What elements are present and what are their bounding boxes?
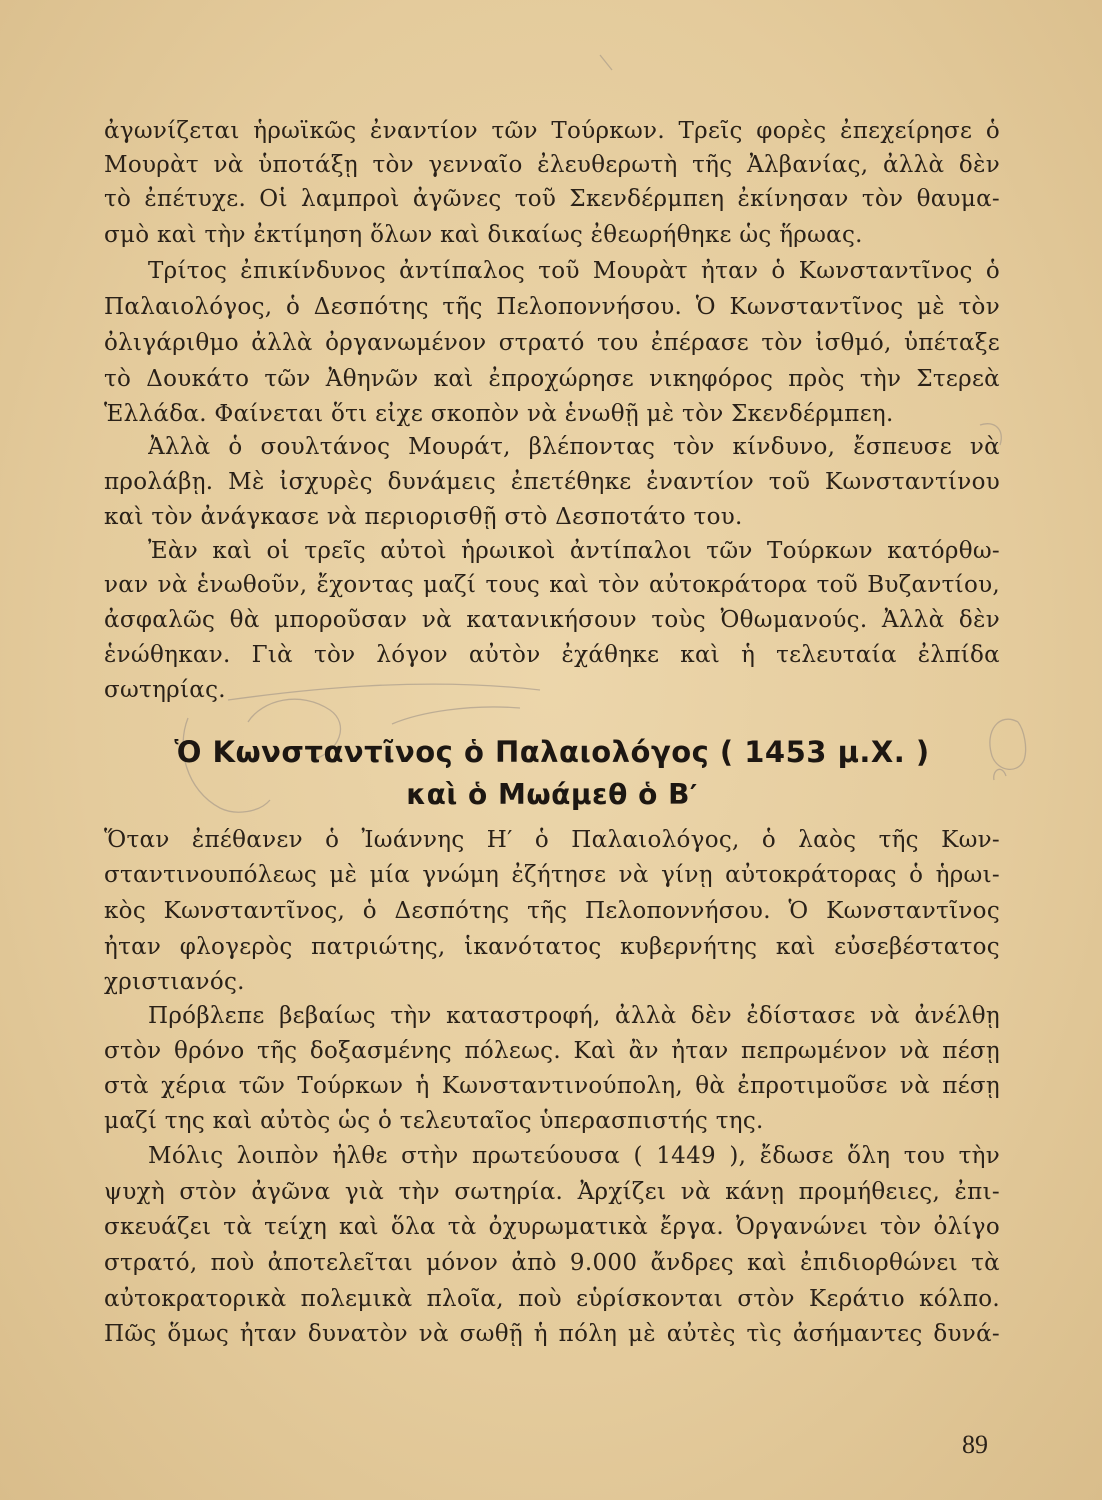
text-line: Μουρὰτ νὰ ὑποτάξῃ τὸν γενναῖο ἐλευθερωτὴ τῆς Ἀλβανίας, ἀλλὰ δὲν bbox=[104, 152, 1000, 178]
text-line: ἑνώθηκαν. Γιὰ τὸν λόγον αὐτὸν ἐχάθηκε καὶ ἡ τελευταία ἐλπίδα bbox=[104, 642, 1000, 668]
page-number: 89 bbox=[962, 1430, 988, 1459]
text-line: ψυχὴ στὸν ἀγῶνα γιὰ τὴν σωτηρία. Ἀρχίζει νὰ κάνῃ προμήθειες, ἐπι- bbox=[104, 1179, 1000, 1205]
text-line: μαζί της καὶ αὐτὸς ὡς ὁ τελευταῖος ὑπερασπιστής της. bbox=[104, 1108, 764, 1134]
text-line: Ἀλλὰ ὁ σουλτάνος Μουράτ, βλέποντας τὸν κίνδυνο, ἔσπευσε νὰ bbox=[148, 434, 1000, 460]
text-line: στρατό, ποὺ ἀποτελεῖται μόνον ἀπὸ 9.000 ἄνδρες καὶ ἐπιδιορθώνει τὰ bbox=[104, 1250, 1000, 1276]
text-line: Ὅταν ἐπέθανεν ὁ Ἰωάννης Η′ ὁ Παλαιολόγος, ὁ λαὸς τῆς Κων- bbox=[104, 827, 1000, 853]
text-line: ἀγωνίζεται ἡρωϊκῶς ἐναντίον τῶν Τούρκων. Τρεῖς φορὲς ἐπεχείρησε ὁ bbox=[104, 118, 1000, 144]
section-heading-line-2: καὶ ὁ Μωάμεθ ὁ Β′ bbox=[406, 778, 698, 811]
text-line: Τρίτος ἐπικίνδυνος ἀντίπαλος τοῦ Μουρὰτ ἦταν ὁ Κωνσταντῖνος ὁ bbox=[148, 258, 1000, 284]
text-line: καὶ τὸν ἀνάγκασε νὰ περιορισθῇ στὸ Δεσποτάτο του. bbox=[104, 504, 743, 530]
text-line: Ἑλλάδα. Φαίνεται ὅτι εἶχε σκοπὸν νὰ ἑνωθῇ μὲ τὸν Σκενδέρμπεη. bbox=[104, 401, 894, 427]
text-line: στὰ χέρια τῶν Τούρκων ἡ Κωνσταντινούπολη, θὰ ἐπροτιμοῦσε νὰ πέσῃ bbox=[104, 1073, 1000, 1099]
text-line: κὸς Κωνσταντῖνος, ὁ Δεσπότης τῆς Πελοποννήσου. Ὁ Κωνσταντῖνος bbox=[104, 898, 1000, 924]
text-line: ναν νὰ ἑνωθοῦν, ἔχοντας μαζί τους καὶ τὸν αὐτοκράτορα τοῦ Βυζαντίου, bbox=[104, 572, 1000, 598]
text-line: ἀσφαλῶς θὰ μποροῦσαν νὰ κατανικήσουν τοὺς Ὀθωμανούς. Ἀλλὰ δὲν bbox=[104, 607, 1000, 633]
text-line: Παλαιολόγος, ὁ Δεσπότης τῆς Πελοποννήσου. Ὁ Κωνσταντῖνος μὲ τὸν bbox=[104, 294, 1000, 320]
text-line: σκευάζει τὰ τείχη καὶ ὅλα τὰ ὀχυρωματικὰ ἔργα. Ὀργανώνει τὸν ὀλίγο bbox=[104, 1214, 1000, 1240]
text-line: τὸ ἐπέτυχε. Οἱ λαμπροὶ ἀγῶνες τοῦ Σκενδέρμπεη ἐκίνησαν τὸν θαυμα- bbox=[104, 186, 1000, 212]
text-line: προλάβῃ. Μὲ ἰσχυρὲς δυνάμεις ἐπετέθηκε ἐναντίον τοῦ Κωνσταντίνου bbox=[104, 469, 1000, 495]
text-line: Πῶς ὅμως ἦταν δυνατὸν νὰ σωθῇ ἡ πόλη μὲ αὐτὲς τὶς ἀσήμαντες δυνά- bbox=[104, 1321, 1000, 1347]
text-line: χριστιανός. bbox=[104, 969, 245, 995]
text-line: σταντινουπόλεως μὲ μία γνώμη ἐζήτησε νὰ γίνῃ αὐτοκράτορας ὁ ἡρωι- bbox=[104, 862, 1000, 888]
text-line: Ἐὰν καὶ οἱ τρεῖς αὐτοὶ ἡρωικοὶ ἀντίπαλοι τῶν Τούρκων κατόρθω- bbox=[148, 538, 1000, 564]
section-heading-line-1: Ὁ Κωνσταντῖνος ὁ Παλαιολόγος ( 1453 μ.Χ. ) bbox=[174, 735, 930, 769]
text-line: ὀλιγάριθμο ἀλλὰ ὀργανωμένον στρατό του ἐπέρασε τὸν ἰσθμό, ὑπέταξε bbox=[104, 330, 1000, 356]
text-line: σμὸ καὶ τὴν ἐκτίμηση ὅλων καὶ δικαίως ἐθεωρήθηκε ὡς ἥρωας. bbox=[104, 222, 863, 248]
text-line: στὸν θρόνο τῆς δοξασμένης πόλεως. Καὶ ἂν ἦταν πεπρωμένον νὰ πέσῃ bbox=[104, 1038, 1000, 1064]
text-line: ἦταν φλογερὸς πατριώτης, ἱκανότατος κυβερνήτης καὶ εὐσεβέστατος bbox=[104, 934, 1000, 960]
text-line: Πρόβλεπε βεβαίως τὴν καταστροφή, ἀλλὰ δὲν ἐδίστασε νὰ ἀνέλθῃ bbox=[148, 1003, 1000, 1029]
text-line: αὐτοκρατορικὰ πολεμικὰ πλοῖα, ποὺ εὑρίσκονται στὸν Κεράτιο κόλπο. bbox=[104, 1286, 1000, 1312]
text-line: Μόλις λοιπὸν ἦλθε στὴν πρωτεύουσα ( 1449 ), ἔδωσε ὅλη του τὴν bbox=[148, 1143, 1000, 1169]
text-line: τὸ Δουκάτο τῶν Ἀθηνῶν καὶ ἐπροχώρησε νικηφόρος πρὸς τὴν Στερεὰ bbox=[104, 366, 1000, 392]
text-line: σωτηρίας. bbox=[104, 677, 226, 703]
